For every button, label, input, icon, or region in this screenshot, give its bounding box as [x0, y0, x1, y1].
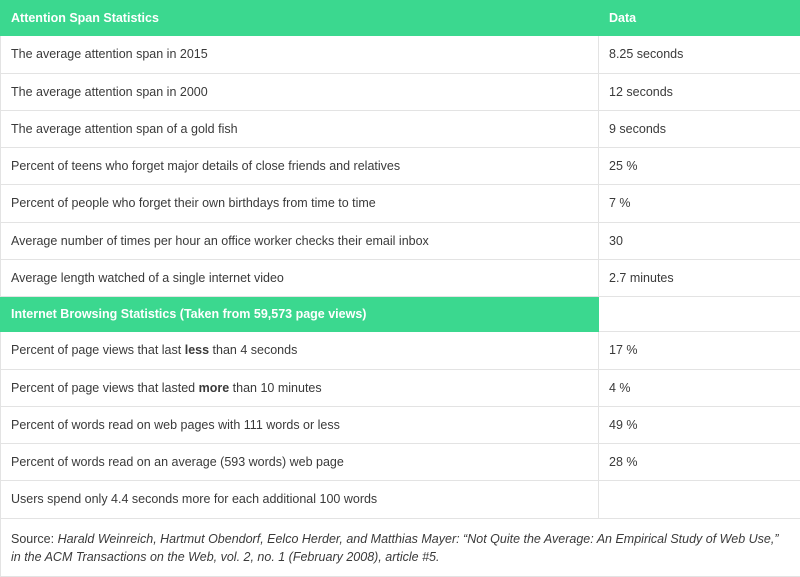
- table-row: [1, 406, 800, 443]
- row-data: 2.7 minutes: [599, 259, 800, 296]
- row-label: [1, 332, 599, 369]
- row-label: [1, 369, 599, 406]
- source-prefix: Source:: [11, 532, 58, 546]
- table-row: [1, 444, 800, 481]
- row-label-text-before: Percent of page views that lasted: [11, 381, 199, 395]
- row-data: 25 %: [599, 148, 800, 185]
- row-data: 4 %: [599, 369, 800, 406]
- row-data: 49 %: [599, 406, 800, 443]
- table-row: [1, 110, 800, 147]
- section-header-label: Internet Browsing Statistics (Taken from 59,573 page views): [1, 297, 599, 332]
- row-label: Average length watched of a single internet video: [1, 259, 599, 296]
- table-row: [1, 148, 800, 185]
- row-data: 12 seconds: [599, 73, 800, 110]
- header-label-cell: Attention Span Statistics: [1, 1, 599, 36]
- row-label: [1, 444, 599, 481]
- section-header-row: [1, 297, 800, 332]
- row-label-emphasis: less: [185, 343, 209, 357]
- row-data: 30: [599, 222, 800, 259]
- row-data: [599, 481, 800, 518]
- row-label-text-before: Users spend only 4.4 seconds more for each additional 100 words: [11, 492, 377, 506]
- table-row: [1, 369, 800, 406]
- row-label: The average attention span in 2000: [1, 73, 599, 110]
- row-label-text-after: than 4 seconds: [209, 343, 297, 357]
- table-row: [1, 36, 800, 73]
- section-header-data: [599, 297, 800, 332]
- row-label: [1, 481, 599, 518]
- source-text: Harald Weinreich, Hartmut Obendorf, Eelco Herder, and Matthias Mayer: “Not Quite the Average: An Empirical Study of Web Use,” in the ACM Transactions on the Web, vol. 2, no. 1 (February 2008), article #5.: [11, 532, 778, 564]
- row-data: 28 %: [599, 444, 800, 481]
- row-label: Percent of teens who forget major details of close friends and relatives: [1, 148, 599, 185]
- source-row: [1, 518, 800, 576]
- row-label-text-after: than 10 minutes: [229, 381, 321, 395]
- row-label: Percent of people who forget their own birthdays from time to time: [1, 185, 599, 222]
- row-label-text-before: Percent of words read on an average (593 words) web page: [11, 455, 344, 469]
- row-label-text-before: Percent of page views that last: [11, 343, 185, 357]
- table-row: [1, 259, 800, 296]
- table-row: [1, 481, 800, 518]
- row-data: 17 %: [599, 332, 800, 369]
- row-data: 7 %: [599, 185, 800, 222]
- table-row: [1, 185, 800, 222]
- row-label: Average number of times per hour an office worker checks their email inbox: [1, 222, 599, 259]
- row-data: 9 seconds: [599, 110, 800, 147]
- row-label-emphasis: more: [199, 381, 230, 395]
- row-data: 8.25 seconds: [599, 36, 800, 73]
- table-row: [1, 332, 800, 369]
- row-label: [1, 406, 599, 443]
- row-label: The average attention span of a gold fish: [1, 110, 599, 147]
- row-label: The average attention span in 2015: [1, 36, 599, 73]
- header-data-cell: Data: [599, 1, 800, 36]
- table-header-row: [1, 1, 800, 36]
- row-label-text-before: Percent of words read on web pages with 111 words or less: [11, 418, 340, 432]
- table-row: [1, 73, 800, 110]
- table-row: [1, 222, 800, 259]
- source-cell: [1, 518, 800, 576]
